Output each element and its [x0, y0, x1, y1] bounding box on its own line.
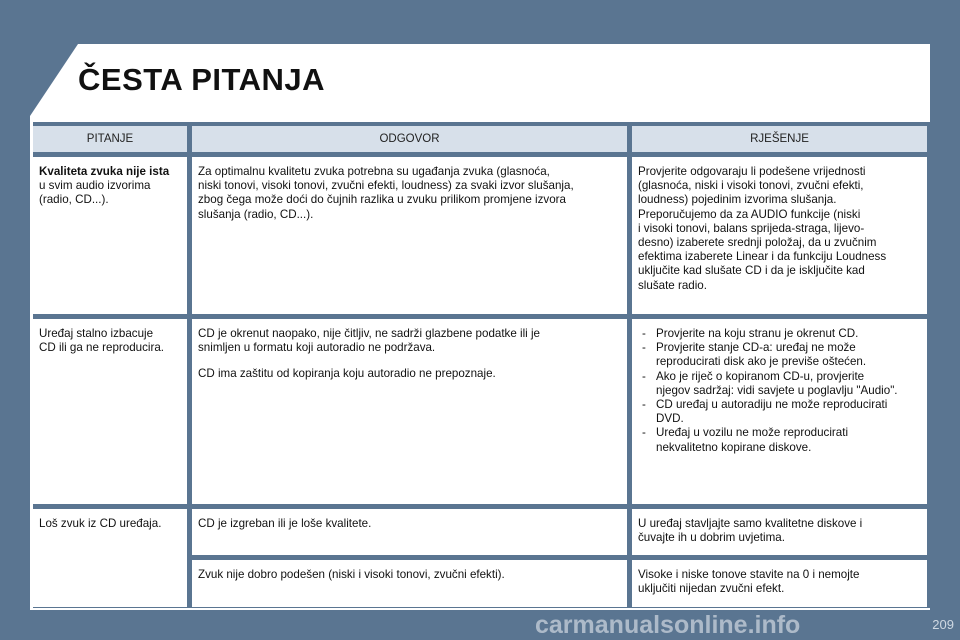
row1-answer-text: Za optimalnu kvalitetu zvuka potrebna su ugađanja zvuka (glasnoća, niski tonovi, visoki tonovi, zvučni efekti, loudness) za svaki izvor slušanja, zbog čega može doći do čujnih razlika u zvuku prilikom promjene izvora slušanja (radio, CD...). [198, 165, 574, 221]
row3-solution-a-text: U uređaj stavljajte samo kvalitetne diskove i čuvajte ih u dobrim uvjetima. [638, 517, 863, 545]
row3-question-text: Loš zvuk iz CD uređaja. [39, 517, 162, 530]
row2-question-text: Uređaj stalno izbacuje CD ili ga ne reproducira. [39, 327, 165, 355]
row3-question [33, 509, 187, 607]
row2-solution-list [638, 327, 921, 455]
list-item: - Ako je riječ o kopiranom CD-u, provjerite njegov sadržaj: vidi savjete u poglavlju "Audio". [638, 370, 921, 398]
row1-solution-text: Provjerite odgovaraju li podešene vrijednosti (glasnoća, niski i visoki tonovi, zvučni efekti, loudness) pojedinim izvorima slušanja. Preporučujemo da za AUDIO funkcije (niski i visoki tonovi, balans sprijeda-straga, lijevo- desno) izaberete srednji položaj, da u zvučnim efektima izaberete Linear i da funkciju Loudness uključite kad slušate CD i da je isključite kad slušate radio. [638, 165, 887, 292]
faq-table [33, 122, 930, 608]
row3-answer-b-text: Zvuk nije dobro podešen (niski i visoki tonovi, zvučni efekti). [198, 568, 505, 581]
row3-solution-a [632, 509, 927, 555]
page-number: 209 [932, 617, 954, 632]
header-answer: ODGOVOR [192, 126, 627, 152]
page-title: ČESTA PITANJA [78, 62, 326, 97]
row2-question [33, 319, 187, 504]
list-item: - Provjerite na koju stranu je okrenut CD. [638, 327, 921, 341]
header-question: PITANJE [33, 126, 187, 152]
row1-solution [632, 157, 927, 314]
row2-answer-p1: CD je okrenut naopako, nije čitljiv, ne sadrži glazbene podatke ili je snimljen u formatu koji autoradio ne podržava. [198, 327, 540, 355]
row2-answer [192, 319, 627, 504]
row3-solution-b [632, 560, 927, 607]
row2-solution [632, 319, 927, 504]
row1-answer [192, 157, 627, 314]
row3-answer-b [192, 560, 627, 607]
list-item: - Provjerite stanje CD-a: uređaj ne može reproducirati disk ako je previše oštećen. [638, 341, 921, 369]
list-item: - CD uređaj u autoradiju ne može reproducirati DVD. [638, 398, 921, 426]
row1-question [33, 157, 187, 314]
row2-answer-p2: CD ima zaštitu od kopiranja koju autoradio ne prepoznaje. [198, 367, 496, 381]
row3-solution-b-text: Visoke i niske tonove stavite na 0 i nemojte uključiti nijedan zvučni efekt. [638, 568, 860, 596]
row3-answer-a [192, 509, 627, 555]
watermark: carmanualsonline.info [535, 611, 801, 639]
header-solution: RJEŠENJE [632, 126, 927, 152]
row3-answer-a-text: CD je izgreban ili je loše kvalitete. [198, 517, 372, 530]
row1-question-text: u svim audio izvorima (radio, CD...). [39, 179, 151, 207]
row1-question-bold: Kvaliteta zvuka nije ista [39, 165, 170, 178]
list-item: - Uređaj u vozilu ne može reproducirati nekvalitetno kopirane diskove. [638, 426, 921, 454]
